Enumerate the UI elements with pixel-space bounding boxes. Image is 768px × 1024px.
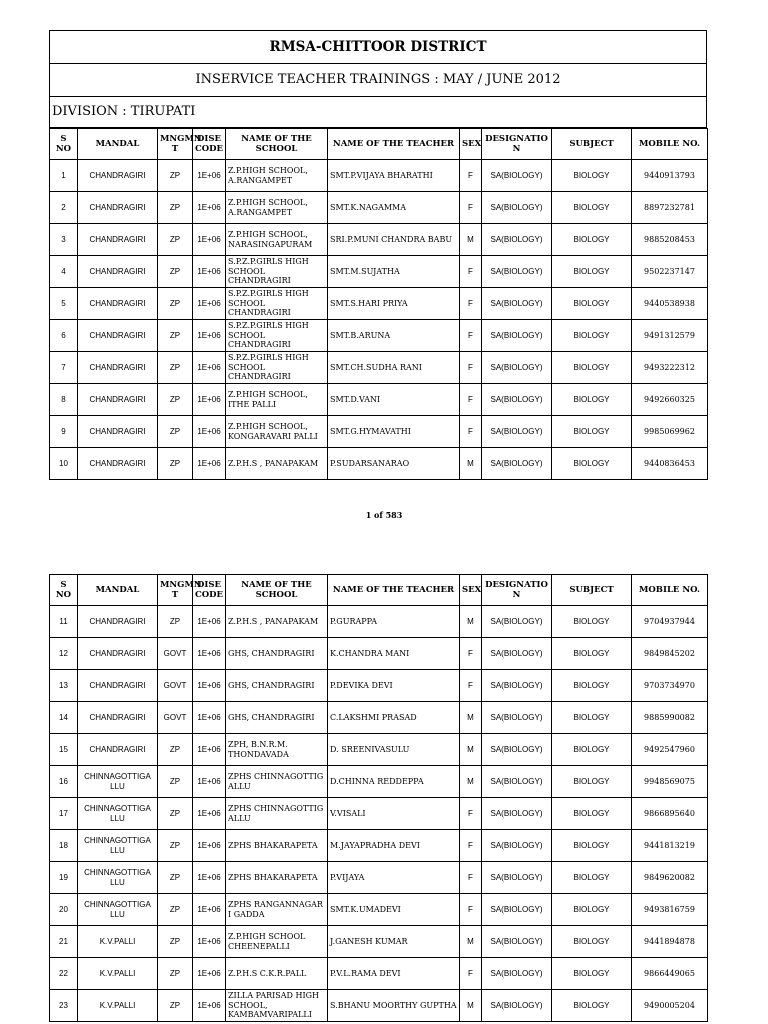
cell-teacher: P.VIJAYA [328,862,460,894]
cell-designation: SA(BIOLOGY) [482,990,552,1022]
cell-sex: F [460,160,482,192]
cell-designation: SA(BIOLOGY) [482,894,552,926]
cell-designation: SA(BIOLOGY) [482,224,552,256]
cell-mandal: CHANDRAGIRI [78,320,158,352]
cell-dise-code: 1E+06 [193,606,226,638]
table-row [50,288,708,320]
cell-mngmnt: ZP [158,384,193,416]
cell-dise-code: 1E+06 [193,416,226,448]
cell-dise-code: 1E+06 [193,320,226,352]
district-title: RMSA-CHITTOOR DISTRICT [50,31,706,64]
cell-mngmnt: ZP [158,160,193,192]
col-header-school: NAME OF THE SCHOOL [226,575,328,606]
title-block [49,30,707,128]
cell-school: Z.P.HIGH SCHOOL CHEENEPALLI [226,926,328,958]
cell-mngmnt: ZP [158,256,193,288]
cell-designation: SA(BIOLOGY) [482,606,552,638]
cell-mandal: CHINNAGOTTIGA LLU [78,766,158,798]
cell-sex: M [460,702,482,734]
cell-sex: M [460,766,482,798]
cell-school: ZPHS BHAKARAPETA [226,862,328,894]
cell-school: ZPHS CHINNAGOTTIG ALLU [226,798,328,830]
cell-mobile: 9441813219 [632,830,708,862]
cell-school: ZPH, B.N.R.M. THONDAVADA [226,734,328,766]
cell-sex: F [460,384,482,416]
cell-subject: BIOLOGY [552,702,632,734]
cell-designation: SA(BIOLOGY) [482,734,552,766]
cell-sno: 18 [50,830,78,862]
cell-teacher: K.CHANDRA MANI [328,638,460,670]
cell-designation: SA(BIOLOGY) [482,352,552,384]
cell-sno: 20 [50,894,78,926]
cell-dise-code: 1E+06 [193,734,226,766]
cell-subject: BIOLOGY [552,256,632,288]
cell-mandal: CHANDRAGIRI [78,224,158,256]
cell-mobile: 9490005204 [632,990,708,1022]
cell-teacher: P.GURAPPA [328,606,460,638]
cell-sno: 5 [50,288,78,320]
cell-designation: SA(BIOLOGY) [482,766,552,798]
cell-mngmnt: ZP [158,926,193,958]
teacher-table-page-1 [49,128,708,480]
cell-dise-code: 1E+06 [193,352,226,384]
cell-dise-code: 1E+06 [193,638,226,670]
cell-school: Z.P.H.S , PANAPAKAM [226,448,328,480]
cell-mngmnt: GOVT [158,638,193,670]
cell-teacher: D.CHINNA REDDEPPA [328,766,460,798]
cell-mngmnt: ZP [158,416,193,448]
cell-sex: M [460,224,482,256]
cell-designation: SA(BIOLOGY) [482,926,552,958]
cell-designation: SA(BIOLOGY) [482,416,552,448]
cell-mandal: CHANDRAGIRI [78,192,158,224]
cell-sno: 4 [50,256,78,288]
cell-dise-code: 1E+06 [193,256,226,288]
col-header-dise-code: DISE CODE [193,575,226,606]
cell-sex: F [460,830,482,862]
cell-subject: BIOLOGY [552,798,632,830]
cell-designation: SA(BIOLOGY) [482,670,552,702]
cell-mobile: 9502237147 [632,256,708,288]
cell-mngmnt: ZP [158,894,193,926]
division-title: DIVISION : TIRUPATI [50,97,706,128]
cell-mandal: CHANDRAGIRI [78,638,158,670]
table-row [50,384,708,416]
col-header-designation: DESIGNATIO N [482,575,552,606]
table-row [50,862,708,894]
cell-sex: M [460,926,482,958]
cell-subject: BIOLOGY [552,224,632,256]
cell-school: GHS, CHANDRAGIRI [226,702,328,734]
col-header-sno: S NO [50,575,78,606]
cell-designation: SA(BIOLOGY) [482,192,552,224]
col-header-teacher: NAME OF THE TEACHER [328,575,460,606]
page-number: 1 of 583 [365,510,403,520]
cell-mandal: CHANDRAGIRI [78,670,158,702]
col-header-designation: DESIGNATIO N [482,129,552,160]
table-row [50,734,708,766]
cell-mngmnt: ZP [158,288,193,320]
col-header-subject: SUBJECT [552,575,632,606]
cell-mobile: 9885990082 [632,702,708,734]
cell-sno: 11 [50,606,78,638]
cell-school: GHS, CHANDRAGIRI [226,638,328,670]
cell-sno: 13 [50,670,78,702]
table-row [50,798,708,830]
cell-mngmnt: ZP [158,862,193,894]
cell-subject: BIOLOGY [552,384,632,416]
cell-mngmnt: ZP [158,734,193,766]
table-row [50,702,708,734]
cell-mobile: 9866895640 [632,798,708,830]
table-row [50,160,708,192]
cell-dise-code: 1E+06 [193,798,226,830]
table-row [50,638,708,670]
cell-designation: SA(BIOLOGY) [482,830,552,862]
col-header-mngmnt: MNGMN T [158,575,193,606]
table-row [50,766,708,798]
cell-sno: 15 [50,734,78,766]
table-header [50,575,708,606]
cell-subject: BIOLOGY [552,160,632,192]
cell-sex: F [460,288,482,320]
cell-mngmnt: ZP [158,352,193,384]
cell-dise-code: 1E+06 [193,894,226,926]
cell-subject: BIOLOGY [552,670,632,702]
cell-mandal: CHANDRAGIRI [78,606,158,638]
cell-dise-code: 1E+06 [193,192,226,224]
cell-designation: SA(BIOLOGY) [482,384,552,416]
cell-sno: 3 [50,224,78,256]
col-header-dise-code: DISE CODE [193,129,226,160]
cell-mandal: CHANDRAGIRI [78,352,158,384]
cell-dise-code: 1E+06 [193,958,226,990]
cell-school: Z.P.HIGH SCHOOL, NARASINGAPURAM [226,224,328,256]
cell-subject: BIOLOGY [552,958,632,990]
cell-sno: 17 [50,798,78,830]
table-row [50,830,708,862]
cell-subject: BIOLOGY [552,192,632,224]
cell-sno: 6 [50,320,78,352]
cell-subject: BIOLOGY [552,288,632,320]
col-header-mobile: MOBILE NO. [632,129,708,160]
cell-designation: SA(BIOLOGY) [482,798,552,830]
table-row [50,192,708,224]
cell-sex: F [460,670,482,702]
cell-subject: BIOLOGY [552,638,632,670]
cell-teacher: V.VISALI [328,798,460,830]
cell-school: Z.P.HIGH SCHOOL, A.RANGAMPET [226,160,328,192]
cell-sex: F [460,416,482,448]
cell-mobile: 9704937944 [632,606,708,638]
cell-mobile: 9703734970 [632,670,708,702]
cell-dise-code: 1E+06 [193,862,226,894]
cell-mngmnt: ZP [158,990,193,1022]
cell-dise-code: 1E+06 [193,448,226,480]
table-body-page-1 [50,160,708,480]
teacher-table-page-2 [49,574,708,1022]
col-header-sno: S NO [50,129,78,160]
cell-mandal: K.V.PALLI [78,926,158,958]
cell-sno: 21 [50,926,78,958]
cell-mobile: 9492660325 [632,384,708,416]
cell-mngmnt: ZP [158,320,193,352]
cell-sno: 8 [50,384,78,416]
cell-dise-code: 1E+06 [193,926,226,958]
cell-mandal: K.V.PALLI [78,958,158,990]
cell-mandal: K.V.PALLI [78,990,158,1022]
cell-sno: 9 [50,416,78,448]
table-body-page-2 [50,606,708,1022]
cell-mandal: CHANDRAGIRI [78,288,158,320]
cell-dise-code: 1E+06 [193,830,226,862]
cell-teacher: SMT.K.NAGAMMA [328,192,460,224]
cell-dise-code: 1E+06 [193,160,226,192]
cell-mobile: 8897232781 [632,192,708,224]
cell-mngmnt: ZP [158,606,193,638]
cell-sno: 12 [50,638,78,670]
cell-dise-code: 1E+06 [193,766,226,798]
cell-dise-code: 1E+06 [193,990,226,1022]
table-row [50,606,708,638]
cell-mobile: 9493222312 [632,352,708,384]
table-row [50,926,708,958]
cell-mobile: 9866449065 [632,958,708,990]
cell-teacher: P.SUDARSANARAO [328,448,460,480]
cell-sex: M [460,606,482,638]
cell-mobile: 9493816759 [632,894,708,926]
cell-mobile: 9849620082 [632,862,708,894]
cell-teacher: SRI.P.MUNI CHANDRA BABU [328,224,460,256]
col-header-school: NAME OF THE SCHOOL [226,129,328,160]
cell-mandal: CHANDRAGIRI [78,734,158,766]
page-2 [49,574,707,1022]
cell-dise-code: 1E+06 [193,224,226,256]
cell-mngmnt: ZP [158,448,193,480]
cell-subject: BIOLOGY [552,830,632,862]
cell-mandal: CHANDRAGIRI [78,256,158,288]
page-1 [49,30,707,480]
col-header-mngmnt: MNGMN T [158,129,193,160]
cell-school: S.P.Z.P.GIRLS HIGH SCHOOL CHANDRAGIRI [226,320,328,352]
cell-teacher: SMT.P.VIJAYA BHARATHI [328,160,460,192]
cell-mngmnt: ZP [158,830,193,862]
col-header-sex: SEX [460,129,482,160]
cell-designation: SA(BIOLOGY) [482,702,552,734]
cell-teacher: SMT.B.ARUNA [328,320,460,352]
col-header-mobile: MOBILE NO. [632,575,708,606]
cell-sno: 23 [50,990,78,1022]
cell-designation: SA(BIOLOGY) [482,958,552,990]
col-header-subject: SUBJECT [552,129,632,160]
cell-mngmnt: ZP [158,224,193,256]
cell-designation: SA(BIOLOGY) [482,160,552,192]
cell-teacher: SMT.S.HARI PRIYA [328,288,460,320]
cell-school: Z.P.H.S , PANAPAKAM [226,606,328,638]
cell-school: Z.P.HIGH SCHOOL, ITHE PALLI [226,384,328,416]
cell-mandal: CHANDRAGIRI [78,448,158,480]
cell-subject: BIOLOGY [552,352,632,384]
cell-mobile: 9440836453 [632,448,708,480]
cell-mngmnt: ZP [158,958,193,990]
cell-mandal: CHANDRAGIRI [78,416,158,448]
col-header-mandal: MANDAL [78,575,158,606]
cell-school: S.P.Z.P.GIRLS HIGH SCHOOL CHANDRAGIRI [226,256,328,288]
table-row [50,958,708,990]
cell-sex: F [460,958,482,990]
cell-sex: F [460,352,482,384]
cell-sex: F [460,638,482,670]
cell-sno: 1 [50,160,78,192]
cell-mandal: CHINNAGOTTIGA LLU [78,798,158,830]
cell-mandal: CHANDRAGIRI [78,384,158,416]
cell-teacher: SMT.K.UMADEVI [328,894,460,926]
cell-mandal: CHANDRAGIRI [78,702,158,734]
cell-mngmnt: ZP [158,192,193,224]
cell-sno: 7 [50,352,78,384]
cell-mobile: 9849845202 [632,638,708,670]
cell-school: GHS, CHANDRAGIRI [226,670,328,702]
cell-mobile: 9441894878 [632,926,708,958]
cell-mobile: 9885208453 [632,224,708,256]
cell-subject: BIOLOGY [552,416,632,448]
cell-school: ZILLA PARISAD HIGH SCHOOL, KAMBAMVARIPALLI [226,990,328,1022]
cell-teacher: S.BHANU MOORTHY GUPTHA [328,990,460,1022]
cell-mobile: 9985069962 [632,416,708,448]
table-row [50,320,708,352]
cell-school: S.P.Z.P.GIRLS HIGH SCHOOL CHANDRAGIRI [226,352,328,384]
cell-teacher: D. SREENIVASULU [328,734,460,766]
cell-mngmnt: GOVT [158,670,193,702]
cell-mngmnt: ZP [158,766,193,798]
cell-sno: 2 [50,192,78,224]
cell-sno: 10 [50,448,78,480]
cell-teacher: SMT.M.SUJATHA [328,256,460,288]
cell-subject: BIOLOGY [552,990,632,1022]
table-row [50,670,708,702]
cell-mandal: CHINNAGOTTIGA LLU [78,894,158,926]
cell-sex: F [460,862,482,894]
cell-mandal: CHINNAGOTTIGA LLU [78,862,158,894]
cell-designation: SA(BIOLOGY) [482,256,552,288]
cell-teacher: SMT.CH.SUDHA RANI [328,352,460,384]
cell-sex: M [460,734,482,766]
cell-subject: BIOLOGY [552,862,632,894]
cell-sno: 14 [50,702,78,734]
cell-school: ZPHS RANGANNAGAR I GADDA [226,894,328,926]
cell-dise-code: 1E+06 [193,670,226,702]
table-row [50,352,708,384]
cell-teacher: C.LAKSHMI PRASAD [328,702,460,734]
cell-sex: F [460,894,482,926]
cell-dise-code: 1E+06 [193,384,226,416]
cell-school: Z.P.HIGH SCHOOL, KONGARAVARI PALLI [226,416,328,448]
table-row [50,990,708,1022]
cell-dise-code: 1E+06 [193,702,226,734]
cell-school: ZPHS BHAKARAPETA [226,830,328,862]
table-header [50,129,708,160]
cell-teacher: SMT.G.HYMAVATHI [328,416,460,448]
cell-subject: BIOLOGY [552,926,632,958]
cell-mngmnt: GOVT [158,702,193,734]
cell-teacher: P.DEVIKA DEVI [328,670,460,702]
cell-mobile: 9440913793 [632,160,708,192]
table-row [50,448,708,480]
cell-mobile: 9492547960 [632,734,708,766]
cell-sex: F [460,320,482,352]
cell-mandal: CHANDRAGIRI [78,160,158,192]
cell-subject: BIOLOGY [552,734,632,766]
cell-subject: BIOLOGY [552,448,632,480]
cell-dise-code: 1E+06 [193,288,226,320]
cell-school: Z.P.H.S C.K.R.PALL [226,958,328,990]
cell-designation: SA(BIOLOGY) [482,448,552,480]
cell-sex: F [460,192,482,224]
cell-mandal: CHINNAGOTTIGA LLU [78,830,158,862]
cell-sex: F [460,256,482,288]
cell-designation: SA(BIOLOGY) [482,638,552,670]
training-title: INSERVICE TEACHER TRAININGS : MAY / JUNE 2012 [50,64,706,97]
cell-subject: BIOLOGY [552,606,632,638]
table-row [50,416,708,448]
col-header-mandal: MANDAL [78,129,158,160]
cell-school: ZPHS CHINNAGOTTIG ALLU [226,766,328,798]
cell-mobile: 9491312579 [632,320,708,352]
cell-mngmnt: ZP [158,798,193,830]
cell-teacher: J.GANESH KUMAR [328,926,460,958]
cell-sex: F [460,798,482,830]
cell-subject: BIOLOGY [552,766,632,798]
cell-mobile: 9440538938 [632,288,708,320]
cell-teacher: M.JAYAPRADHA DEVI [328,830,460,862]
cell-designation: SA(BIOLOGY) [482,862,552,894]
cell-school: Z.P.HIGH SCHOOL, A.RANGAMPET [226,192,328,224]
cell-subject: BIOLOGY [552,894,632,926]
col-header-sex: SEX [460,575,482,606]
cell-designation: SA(BIOLOGY) [482,320,552,352]
cell-sex: M [460,990,482,1022]
cell-subject: BIOLOGY [552,320,632,352]
cell-sex: M [460,448,482,480]
cell-teacher: SMT.D.VANI [328,384,460,416]
col-header-teacher: NAME OF THE TEACHER [328,129,460,160]
cell-sno: 16 [50,766,78,798]
cell-teacher: P.V.L.RAMA DEVI [328,958,460,990]
cell-school: S.P.Z.P.GIRLS HIGH SCHOOL CHANDRAGIRI [226,288,328,320]
table-row [50,894,708,926]
cell-sno: 22 [50,958,78,990]
table-row [50,256,708,288]
cell-sno: 19 [50,862,78,894]
cell-designation: SA(BIOLOGY) [482,288,552,320]
table-row [50,224,708,256]
cell-mobile: 9948569075 [632,766,708,798]
